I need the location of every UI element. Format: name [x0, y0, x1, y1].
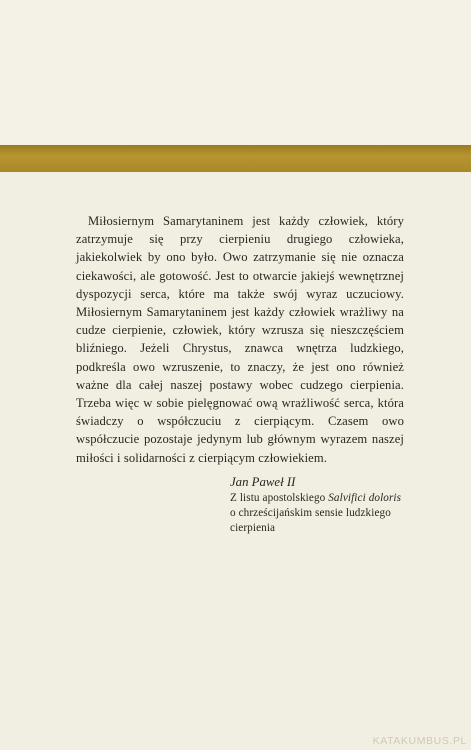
attribution-block — [230, 474, 430, 536]
quote-block — [76, 212, 404, 467]
source-prefix: Z listu apostolskiego — [230, 492, 326, 504]
source-line-1 — [230, 491, 430, 506]
source-line-2: o chrześcijańskim sensie ludzkiego — [230, 507, 391, 519]
quote-paragraph: Miłosiernym Samarytaninem jest każdy człowiek, który zatrzymuje się przy cierpieniu drugiego człowieka, jakiekolwiek by ono było. Owo zatrzymanie się nie oznacza ciekawości, ale gotowość. Jest to otwarcie jakiejś wewnętrznej dyspozycji serca, które ma także swój wyraz uczuciowy. Miłosiernym Samarytaninem jest każdy człowiek wrażliwy na cudze cierpienie, człowiek, który wzrusza się nieszczęściem bliźniego. Jeżeli Chrystus, znawca wnętrza ludzkiego, podkreśla owo wzruszenie, to znaczy, że jest ono również ważne dla całej naszej postawy wobec cudzego cierpienia. Trzeba więc w sobie pielęgnować ową wrażliwość serca, która świadczy o współczuciu z cierpiącym. Czasem owo współczucie pozostaje jedynym lub głównym wyrazem naszej miłości i solidarności z cierpiącym człowiekiem. — [76, 214, 404, 465]
source-title: Salvifici doloris — [328, 492, 402, 504]
source-line-3: cierpienia — [230, 522, 276, 534]
author-name: Jan Paweł II — [230, 475, 296, 489]
gold-band — [0, 145, 471, 172]
watermark: KATAKUMBUS.PL — [372, 735, 467, 747]
cover-top-area — [0, 0, 471, 145]
